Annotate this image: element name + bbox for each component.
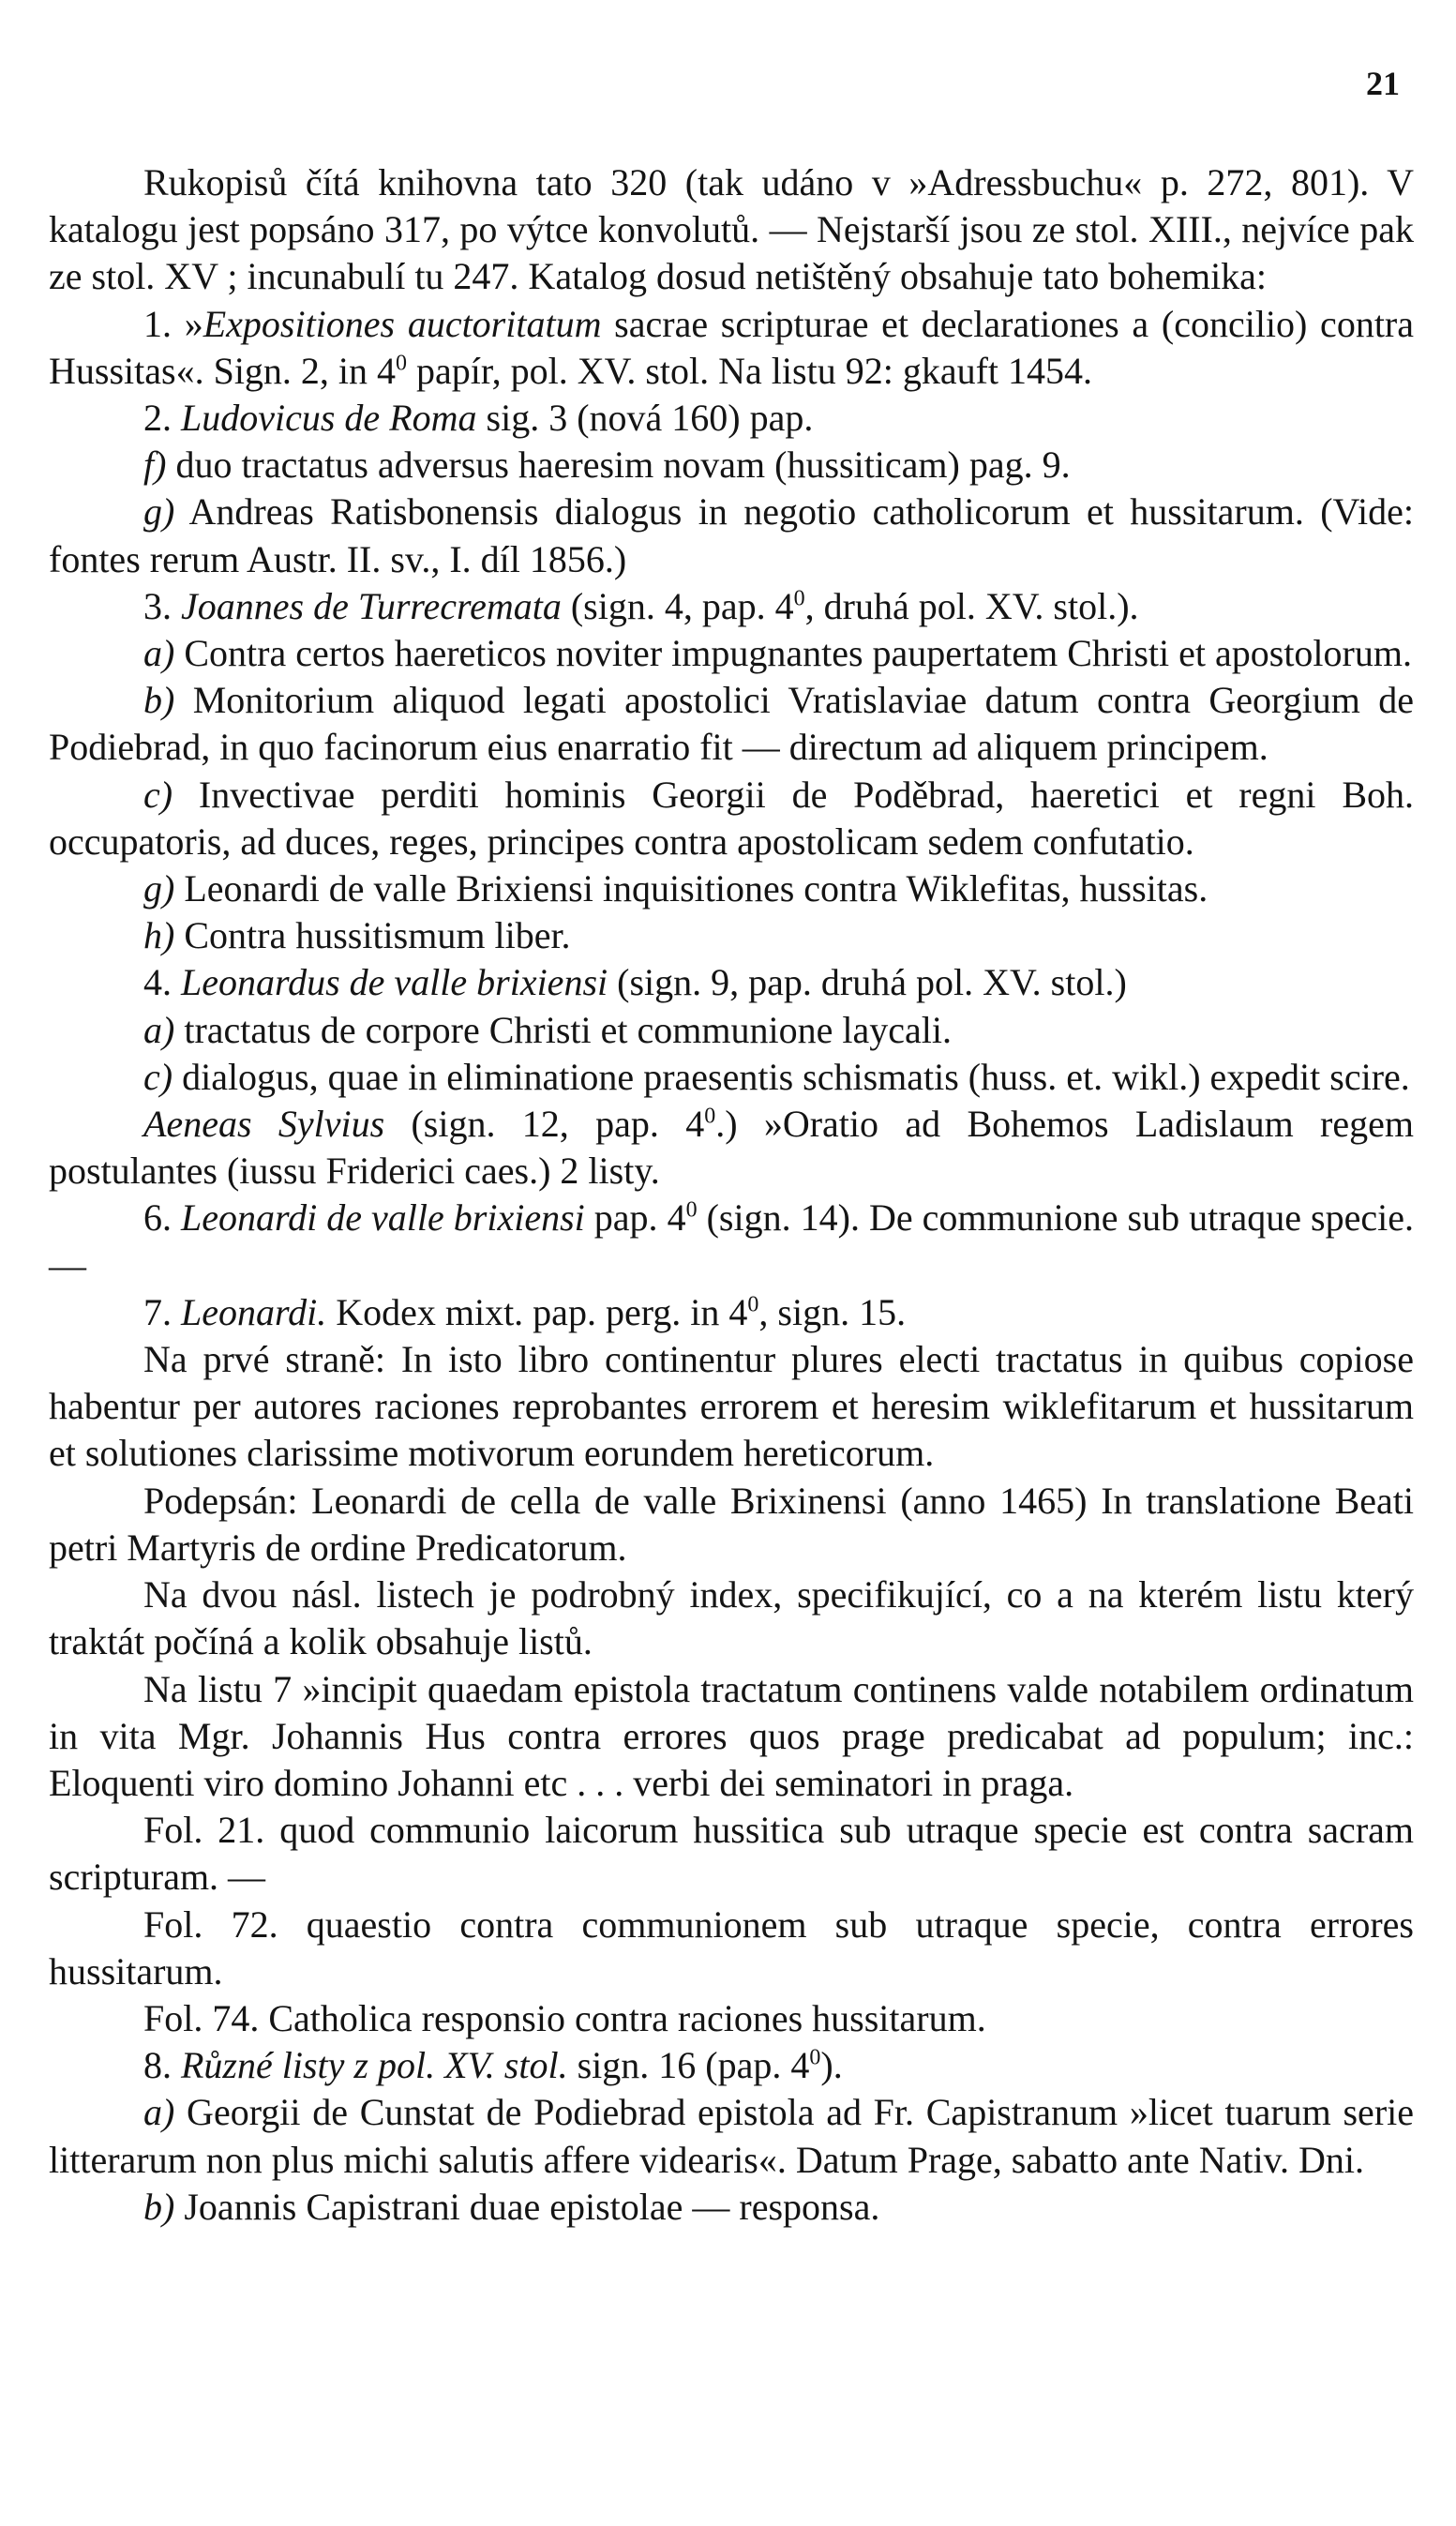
paragraph bbox=[49, 1007, 1414, 1054]
text-segment: 4. bbox=[143, 961, 181, 1004]
text-segment: (sign. 14). De communione sub utraque specie. — bbox=[49, 1196, 1414, 1286]
paragraph bbox=[49, 2089, 1414, 2183]
paragraph bbox=[49, 630, 1414, 677]
text-segment: Georgii de Cunstat de Podiebrad epistola ad Fr. Capistranum »licet tuarum serie litterarum non plus michi salutis affere videaris«. Datum Prage, sabatto ante Nativ. Dni. bbox=[49, 2091, 1414, 2181]
text-segment: Na listu 7 »incipit quaedam epistola tractatum continens valde notabilem ordinatum in vita Mgr. Johannis Hus contra errores quos prage predicabat ad populum; inc.: Eloquenti viro domino Johanni etc . . . verbi dei seminatori in praga. bbox=[49, 1667, 1414, 1804]
italic-text: c) bbox=[143, 773, 173, 816]
italic-text: Joannes de Turrecremata bbox=[181, 584, 562, 627]
italic-text: b) bbox=[143, 679, 175, 722]
text-segment: .) »Oratio ad Bohemos Ladislaum regem postulantes (iussu Friderici caes.) 2 listy. bbox=[49, 1103, 1414, 1193]
superscript: 0 bbox=[809, 2045, 821, 2070]
superscript: 0 bbox=[396, 351, 408, 376]
text-segment: 3. bbox=[143, 584, 181, 627]
text-segment: papír, pol. XV. stol. Na listu 92: gkauft 1454. bbox=[407, 349, 1093, 392]
paragraph bbox=[49, 772, 1414, 865]
superscript: 0 bbox=[685, 1198, 698, 1224]
italic-text: Leonardi. bbox=[181, 1290, 327, 1333]
text-segment: Contra certos haereticos noviter impugnantes paupertatem Christi et apostolorum. bbox=[174, 632, 1412, 675]
italic-text: Různé listy z pol. XV. stol. bbox=[181, 2044, 568, 2087]
text-segment: Podepsán: Leonardi de cella de valle Brixinensi (anno 1465) In translatione Beati petri Martyris de ordine Predicatorum. bbox=[49, 1479, 1414, 1569]
paragraph bbox=[49, 442, 1414, 489]
text-segment: duo tractatus adversus haeresim novam (hussiticam) pag. 9. bbox=[166, 444, 1071, 487]
italic-text: Leonardus de valle brixiensi bbox=[181, 961, 608, 1004]
paragraph bbox=[49, 959, 1414, 1006]
paragraph bbox=[49, 2184, 1414, 2231]
paragraph bbox=[49, 395, 1414, 442]
paragraph bbox=[49, 1902, 1414, 1995]
page-number: 21 bbox=[1366, 65, 1400, 102]
paragraph bbox=[49, 1195, 1414, 1288]
italic-text: h) bbox=[143, 914, 175, 957]
text-segment: sign. 16 (pap. 4 bbox=[567, 2044, 810, 2087]
paragraph bbox=[49, 1571, 1414, 1665]
italic-text: g) bbox=[143, 490, 175, 534]
paragraph bbox=[49, 1336, 1414, 1478]
paragraph bbox=[49, 677, 1414, 771]
paragraph bbox=[49, 912, 1414, 959]
text-segment: Monitorium aliquod legati apostolici Vratislaviae datum contra Georgium de Podiebrad, in quo facinorum eius enarratio fit — directum ad aliquem principem. bbox=[49, 679, 1414, 769]
italic-text: Aeneas Sylvius bbox=[143, 1103, 385, 1146]
text-segment: Fol. 74. Catholica responsio contra raciones hussitarum. bbox=[143, 1996, 986, 2039]
paragraph bbox=[49, 1478, 1414, 1571]
text-segment: 1. » bbox=[143, 302, 203, 345]
text-segment: pap. 4 bbox=[584, 1196, 686, 1240]
text-segment: 2. bbox=[143, 397, 181, 440]
italic-text: Ludovicus de Roma bbox=[181, 397, 477, 440]
text-segment: Andreas Ratisbonensis dialogus in negotio catholicorum et hussitarum. (Vide: fontes rerum Austr. II. sv., I. díl 1856.) bbox=[49, 490, 1414, 580]
paragraph bbox=[49, 1807, 1414, 1901]
text-segment: Kodex mixt. pap. perg. in 4 bbox=[326, 1290, 748, 1333]
text-segment: (sign. 12, pap. 4 bbox=[384, 1103, 705, 1146]
italic-text: f) bbox=[143, 444, 167, 487]
paragraph bbox=[49, 159, 1414, 301]
text-segment: dialogus, quae in eliminatione praesentis schismatis (huss. et. wikl.) expedit scire. bbox=[173, 1055, 1410, 1098]
text-segment: ). bbox=[820, 2044, 843, 2087]
text-segment: Invectivae perditi hominis Georgii de Poděbrad, haeretici et regni Boh. occupatoris, ad duces, reges, principes contra apostolicam sedem confutatio. bbox=[49, 773, 1414, 863]
italic-text: a) bbox=[143, 1008, 175, 1051]
text-segment: sig. 3 (nová 160) pap. bbox=[476, 397, 814, 440]
paragraph bbox=[49, 2042, 1414, 2089]
paragraph bbox=[49, 1289, 1414, 1336]
text-segment: Fol. 72. quaestio contra communionem sub utraque specie, contra errores hussitarum. bbox=[49, 1902, 1414, 1992]
italic-text: b) bbox=[143, 2185, 175, 2228]
text-segment: 7. bbox=[143, 1290, 181, 1333]
paragraph bbox=[49, 583, 1414, 630]
text-segment: (sign. 4, pap. 4 bbox=[561, 584, 794, 627]
italic-text: Leonardi de valle brixiensi bbox=[181, 1196, 585, 1240]
italic-text: a) bbox=[143, 2091, 175, 2134]
text-segment: , sign. 15. bbox=[758, 1290, 907, 1333]
italic-text: c) bbox=[143, 1055, 173, 1098]
paragraph bbox=[49, 865, 1414, 912]
text-segment: Fol. 21. quod communio laicorum hussitica sub utraque specie est contra sacram scripturam. — bbox=[49, 1809, 1414, 1899]
superscript: 0 bbox=[747, 1292, 759, 1317]
paragraph bbox=[49, 1666, 1414, 1808]
text-segment: Joannis Capistrani duae epistolae — responsa. bbox=[174, 2185, 880, 2228]
paragraph bbox=[49, 1995, 1414, 2042]
text-segment: Rukopisů čítá knihovna tato 320 (tak udáno v »Adressbuchu« p. 272, 801). V katalogu jest popsáno 317, po výtce konvolutů. — Nejstarší jsou ze stol. XIII., nejvíce pak ze stol. XV ; incunabulí tu 247. Katalog dosud netištěný obsahuje tato bohemika: bbox=[49, 161, 1414, 298]
text-segment: Leonardi de valle Brixiensi inquisitiones contra Wiklefitas, hussitas. bbox=[174, 867, 1208, 910]
body-text bbox=[49, 159, 1414, 2231]
text-segment: 8. bbox=[143, 2044, 181, 2087]
italic-text: g) bbox=[143, 867, 175, 910]
paragraph bbox=[49, 489, 1414, 582]
paragraph bbox=[49, 1054, 1414, 1101]
text-segment: (sign. 9, pap. druhá pol. XV. stol.) bbox=[608, 961, 1127, 1004]
text-segment: Contra hussitismum liber. bbox=[174, 914, 571, 957]
paragraph bbox=[49, 301, 1414, 395]
text-segment: sacrae scripturae et declarationes a (concilio) contra Hussitas«. Sign. 2, in 4 bbox=[49, 302, 1415, 392]
text-segment: tractatus de corpore Christi et communione laycali. bbox=[174, 1008, 952, 1051]
superscript: 0 bbox=[793, 586, 805, 611]
text-segment: 6. bbox=[143, 1196, 182, 1240]
paragraph bbox=[49, 1101, 1414, 1195]
superscript: 0 bbox=[704, 1104, 716, 1129]
text-segment: Na prvé straně: In isto libro continentur plures electi tractatus in quibus copiose habentur per autores raciones reprobantes errorem et heresim wiklefitarum et hussitarum et solutiones clarissime motivorum eorundem hereticorum. bbox=[49, 1338, 1414, 1475]
italic-text: a) bbox=[143, 632, 175, 675]
text-segment: , druhá pol. XV. stol.). bbox=[804, 584, 1139, 627]
italic-text: Expositiones auctoritatum bbox=[203, 302, 602, 345]
text-segment: Na dvou násl. listech je podrobný index, specifikující, co a na kterém listu který traktát počíná a kolik obsahuje listů. bbox=[49, 1573, 1414, 1663]
